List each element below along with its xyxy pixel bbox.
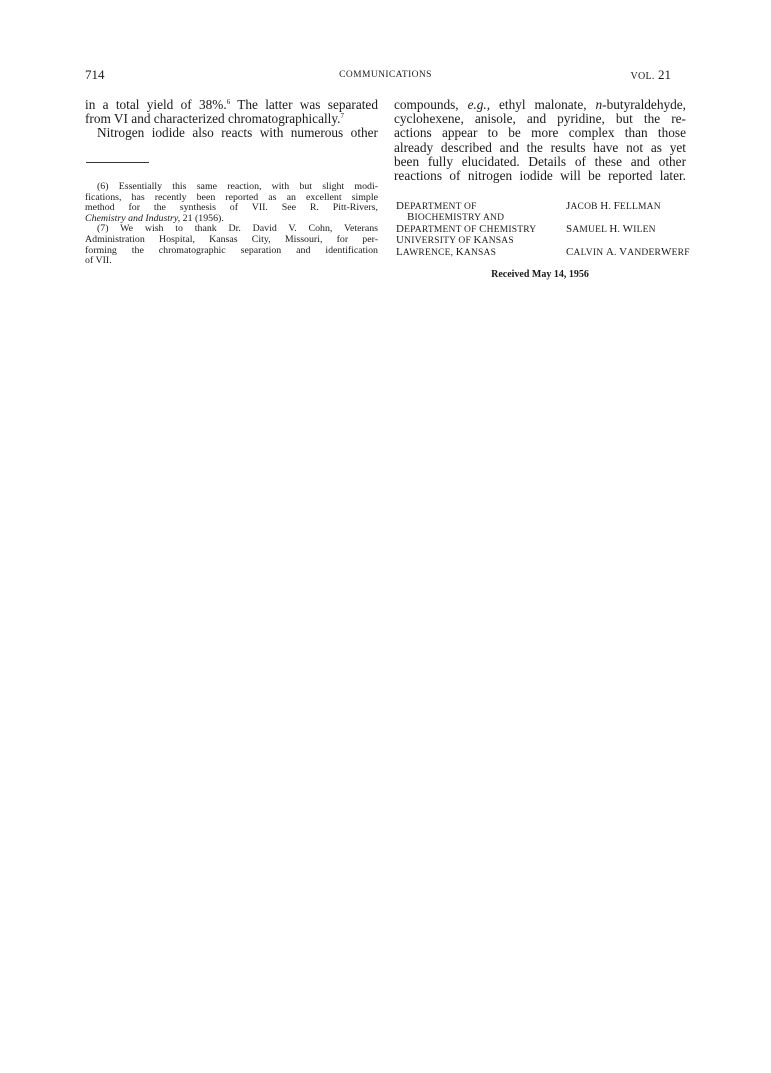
volume-number: 21 <box>658 67 671 82</box>
left-column-text <box>85 98 378 141</box>
city: LAWRENCE, KANSAS <box>396 246 497 258</box>
footnote-divider <box>86 162 149 163</box>
received-date: Received May 14, 1956 <box>491 269 589 280</box>
volume-prefix: VOL. <box>630 71 655 82</box>
text-line: reactions of nitrogen iodide will be reported later. <box>394 168 686 184</box>
text-line: compounds, e.g., ethyl malonate, n-butyraldehyde, <box>394 97 686 112</box>
footnote-7: (7) We wish to thank Dr. David V. Cohn, Veterans Administration Hospital, Kansas City, Missouri, for per- forming the chromatographic separation and identification of VII. <box>85 223 378 267</box>
text-line: been fully elucidated. Details of these and other <box>394 153 686 169</box>
footnote-6: (6) Essentially this same reaction, with but slight modi- fications, has recently been reported as an excellent simple method for the synthesis of VII. See R. Pitt-Rivers, Chemistry and Industry, 21 (1956). <box>85 181 378 224</box>
footnotes <box>85 182 378 267</box>
text-line: cyclohexene, anisole, and pyridine, but the re- <box>394 111 686 127</box>
text-line: Nitrogen iodide also reacts with numerous other <box>97 125 378 141</box>
volume-label <box>630 67 671 83</box>
author-2: SAMUEL H. WILEN <box>566 223 656 235</box>
university: UNIVERSITY OF KANSAS <box>396 234 514 246</box>
page-number: 714 <box>85 67 105 82</box>
text-line: actions appear to be more complex than those <box>394 125 686 141</box>
author-1: JACOB H. FELLMAN <box>566 200 661 212</box>
department-2: DEPARTMENT OF CHEMISTRY <box>396 223 537 235</box>
department-1-cont: BIOCHEMISTRY AND <box>407 211 505 223</box>
text-line: from VI and characterized chromatographically.$^7$ <box>85 111 344 127</box>
department-1: DEPARTMENT OF <box>396 200 477 212</box>
text-line: already described and the results have not as yet <box>394 139 686 155</box>
text-line: in a total yield of 38%.$^6$ The latter was separated <box>85 97 378 112</box>
right-column-text <box>394 98 686 183</box>
author-3: CALVIN A. VANDERWERF <box>566 246 690 258</box>
section-title: COMMUNICATIONS <box>339 70 432 80</box>
